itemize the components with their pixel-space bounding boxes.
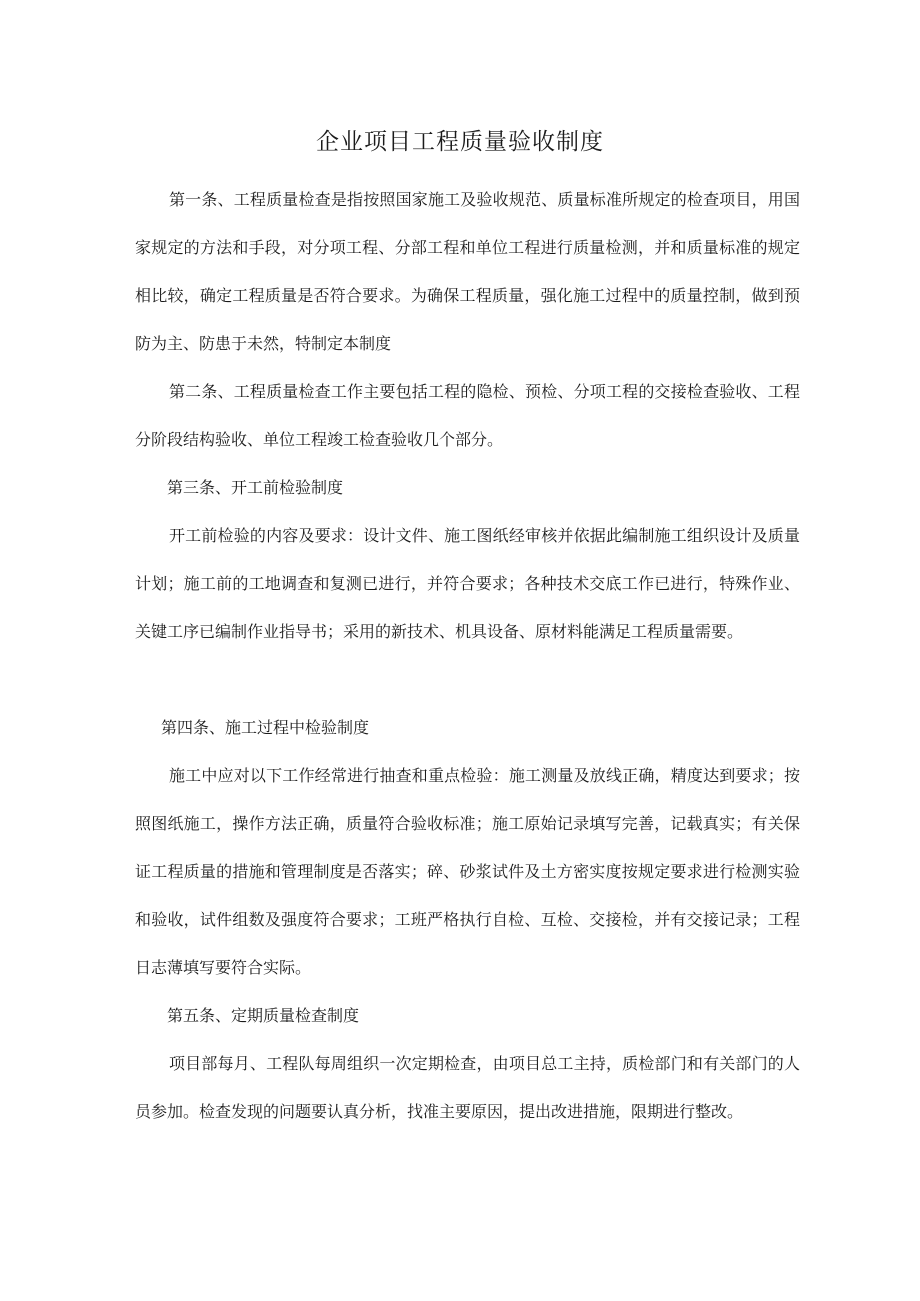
article-1-paragraph: 第一条、工程质量检查是指按照国家施工及验收规范、质量标准所规定的检查项目，用国家规定的方法和手段，对分项工程、分部工程和单位工程进行质量检测，并和质量标准的规定相比较，确定工程质量是否符合要求。为确保工程质量，强化施工过程中的质量控制，做到预防为主、防患于未然，特制定本制度: [135, 190, 800, 353]
document-title: 企业项目工程质量验收制度: [316, 129, 604, 155]
article-5-heading: 第五条、定期质量检查制度: [167, 1006, 360, 1025]
article-4-paragraph: 施工中应对以下工作经常进行抽查和重点检验：施工测量及放线正确，精度达到要求；按照图纸施工，操作方法正确，质量符合验收标准；施工原始记录填写完善，记载真实；有关保证工程质量的措施和管理制度是否落实；碎、砂浆试件及土方密实度按规定要求进行检测实验和验收，试件组数及强度符合要求；工班严格执行自检、互检、交接检，并有交接记录；工程日志薄填写要符合实际。: [135, 766, 800, 977]
article-3-paragraph: 开工前检验的内容及要求：设计文件、施工图纸经审核并依据此编制施工组织设计及质量计划；施工前的工地调查和复测已进行，并符合要求；各种技术交底工作已进行，特殊作业、关键工序已编制作业指导书；采用的新技术、机具设备、原材料能满足工程质量需要。: [135, 526, 800, 641]
article-2-paragraph: 第二条、工程质量检查工作主要包括工程的隐检、预检、分项工程的交接检查验收、工程分阶段结构验收、单位工程竣工检查验收几个部分。: [135, 382, 800, 449]
article-4-heading: 第四条、施工过程中检验制度: [161, 718, 370, 737]
article-3-heading: 第三条、开工前检验制度: [167, 478, 344, 497]
article-5-paragraph: 项目部每月、工程队每周组织一次定期检查，由项目总工主持，质检部门和有关部门的人员参加。检查发现的问题要认真分析，找准主要原因，提出改进措施，限期进行整改。: [135, 1054, 800, 1121]
